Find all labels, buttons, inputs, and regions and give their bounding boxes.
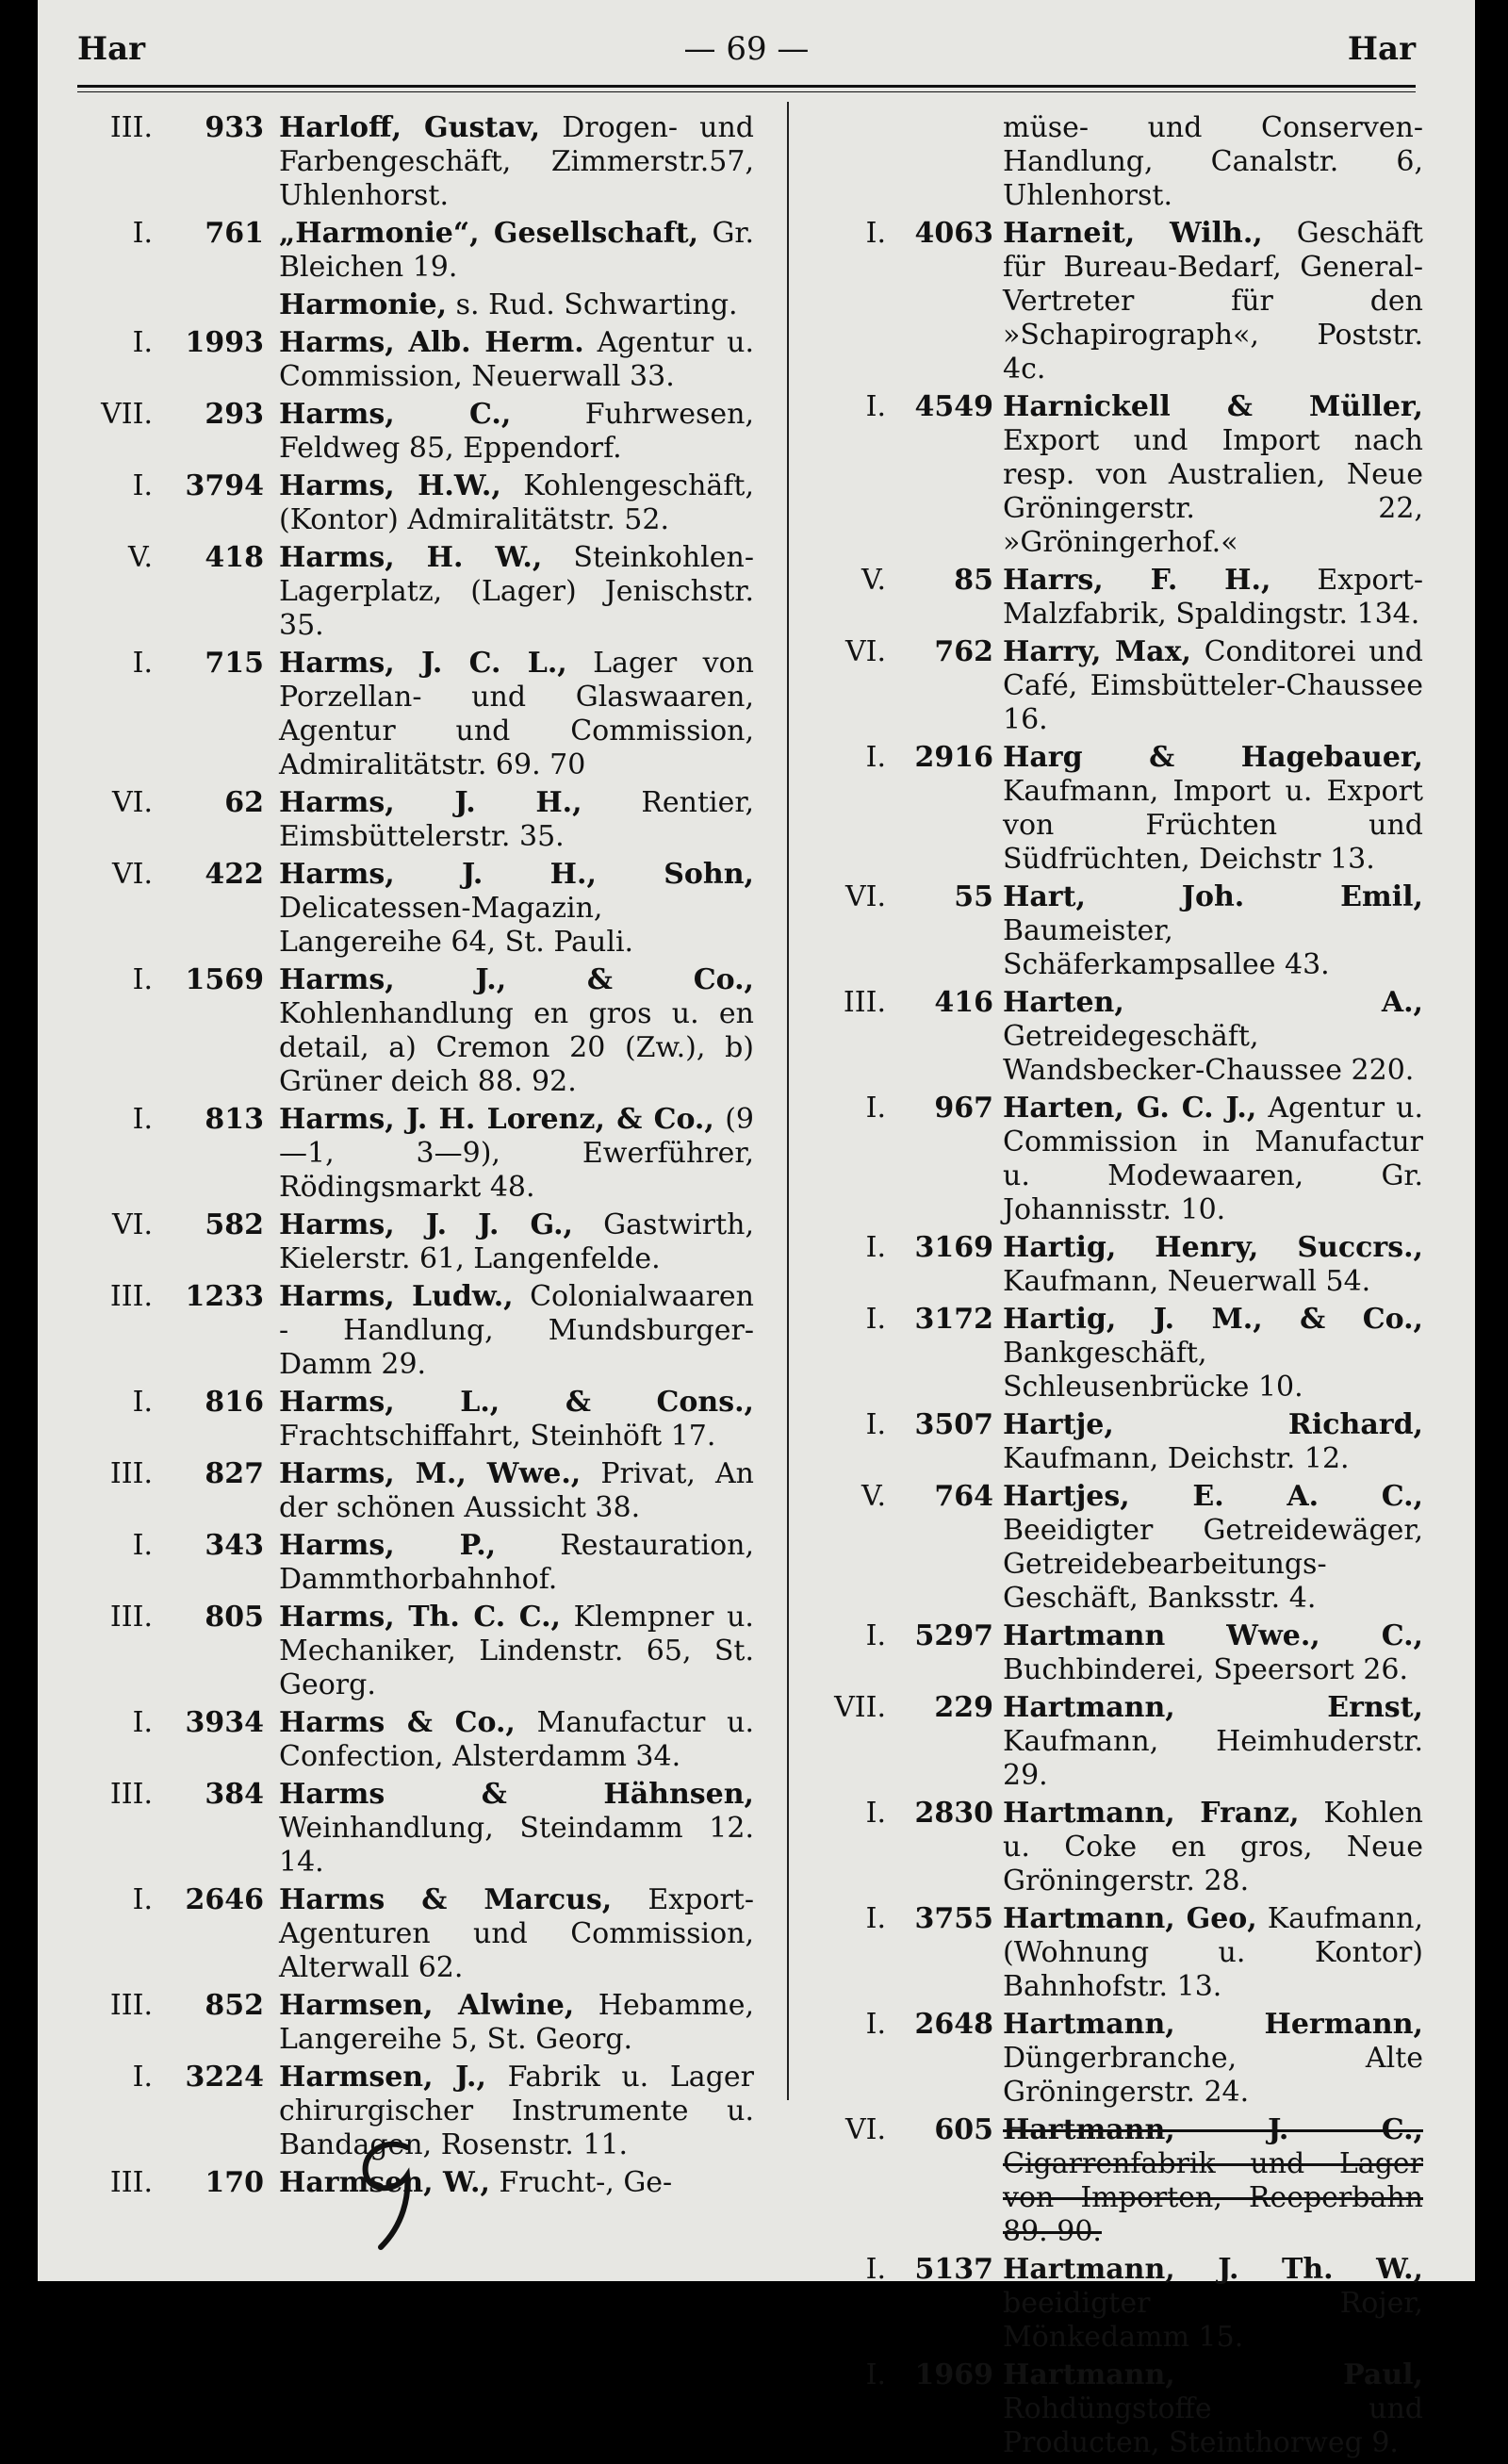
entry-text (279, 1601, 754, 1702)
entry-name: Hartmann Wwe., C., (1003, 1619, 1423, 1652)
entry-text (279, 326, 754, 394)
telephone-number: 2830 (914, 1797, 993, 1830)
entry-text (279, 541, 754, 643)
telephone-number: 605 (934, 2113, 993, 2146)
telephone-number: 3934 (185, 1706, 264, 1739)
telephone-number: 805 (205, 1601, 264, 1634)
telephone-number: 170 (205, 2166, 264, 2199)
entry-description: Fabrik u. Lager chirurgischer Instrumente u. Bandagen, Rosenstr. 11. (279, 2061, 754, 2161)
directory-entry (801, 1797, 1423, 1898)
directory-entry (74, 858, 754, 960)
directory-entry (74, 1601, 754, 1702)
entry-text (1003, 1408, 1423, 1476)
directory-entry (801, 1092, 1423, 1227)
entry-name: Harms & Marcus, (279, 1883, 613, 1916)
entry-name: Harneit, Wilh., (1003, 217, 1263, 250)
directory-entry (74, 1386, 754, 1454)
district-number: I. (865, 2253, 886, 2286)
district-number: I. (132, 1706, 153, 1739)
header-rule-thick (77, 85, 1416, 88)
directory-entry (801, 2008, 1423, 2110)
entry-description: Drogen- und Farbengeschäft, Zimmerstr.57, Uhlenhorst. (279, 111, 754, 212)
entry-description: Cigarrenfabrik und Lager von Importen, Reeperbahn 89. 90. (1003, 2147, 1423, 2248)
telephone-number: 418 (205, 541, 264, 574)
district-number: I. (132, 1386, 153, 1419)
entry-description: Kaufmann, Neuerwall 54. (1003, 1265, 1371, 1298)
entry-name: Hartig, Henry, Succrs., (1003, 1231, 1423, 1264)
entry-text (1003, 1797, 1423, 1898)
entry-name: Harms, P., (279, 1529, 497, 1562)
district-number: I. (132, 2061, 153, 2094)
entry-text (279, 1103, 754, 1205)
entry-name: Harms, J. H., (279, 786, 582, 819)
entry-name: Harms, J. C. L., (279, 647, 567, 680)
district-number: V. (128, 541, 153, 574)
district-number: V. (861, 1480, 886, 1513)
directory-entry (801, 1902, 1423, 2004)
directory-entry (74, 1280, 754, 1382)
entry-name: Harms, J. H. Lorenz, & Co., (279, 1103, 714, 1136)
directory-entry (801, 986, 1423, 1088)
telephone-number: 852 (205, 1989, 264, 2022)
telephone-number: 5137 (914, 2253, 993, 2286)
entry-description: Rentier, Eimsbüttelerstr. 35. (279, 786, 754, 853)
entry-name: Hartje, Richard, (1003, 1408, 1423, 1441)
entry-description: Restauration, Dammthorbahnhof. (279, 1529, 754, 1596)
telephone-number: 1569 (185, 963, 264, 996)
telephone-number: 2916 (914, 741, 993, 774)
entry-text (279, 1457, 754, 1525)
entry-text (279, 647, 754, 782)
entry-name: Hartig, J. M., & Co., (1003, 1303, 1423, 1336)
entry-description: Export-Agenturen und Commission, Alterwall 62. (279, 1883, 754, 1984)
right-column (801, 111, 1423, 2464)
directory-entry (801, 1231, 1423, 1299)
entry-text (1003, 880, 1423, 982)
entry-text (279, 1280, 754, 1382)
entry-name: Harms, H. W., (279, 541, 543, 574)
telephone-number: 827 (205, 1457, 264, 1490)
telephone-number: 62 (224, 786, 264, 819)
entry-description: Export und Import nach resp. von Australien, Neue Gröningerstr. 22, »Gröningerhof.« (1003, 424, 1423, 559)
directory-entry (801, 217, 1423, 386)
telephone-number: 4549 (914, 390, 993, 423)
entry-name: Hartmann, Franz, (1003, 1797, 1300, 1830)
district-number: VI. (111, 1208, 153, 1241)
district-number: VI. (111, 786, 153, 819)
telephone-number: 3507 (914, 1408, 993, 1441)
telephone-number: 2646 (185, 1883, 264, 1916)
page-header (77, 30, 1416, 75)
telephone-number: 3172 (914, 1303, 993, 1336)
district-number: I. (865, 741, 886, 774)
entry-name: Hartmann, Ernst, (1003, 1691, 1423, 1724)
entry-text (279, 858, 754, 960)
entry-text (1003, 1092, 1423, 1227)
entry-name: Harmsen, Alwine, (279, 1989, 575, 2022)
entry-name: Harnickell & Müller, (1003, 390, 1423, 423)
telephone-number: 813 (205, 1103, 264, 1136)
entry-name: Harms & Co., (279, 1706, 516, 1739)
district-number: VI. (844, 2113, 886, 2146)
directory-entry (74, 1103, 754, 1205)
directory-entry (74, 1706, 754, 1774)
entry-description: s. Rud. Schwarting. (455, 288, 738, 321)
entry-text (1003, 1480, 1423, 1616)
district-number: III. (109, 1601, 153, 1634)
page-number: — 69 — (683, 30, 810, 68)
entry-text (1003, 1231, 1423, 1299)
entry-description: beeidigter Rojer, Mönkedamm 15. (1003, 2287, 1423, 2354)
entry-description: Düngerbranche, Alte Gröningerstr. 24. (1003, 2042, 1423, 2109)
telephone-number: 85 (954, 564, 993, 597)
entry-text: müse- und Conserven-Handlung, Canalstr. 6, Uhlenhorst. (1003, 111, 1423, 212)
entry-description: Gr. Bleichen 19. (279, 217, 754, 284)
entry-text (1003, 1691, 1423, 1793)
entry-name: Harms, Ludw., (279, 1280, 514, 1313)
entry-text (279, 1208, 754, 1276)
telephone-number: 715 (205, 647, 264, 680)
entry-name: Harms, C., (279, 398, 512, 431)
district-number: I. (865, 390, 886, 423)
entry-description: Kohlengeschäft, (Kontor) Admiralitätstr. 52. (279, 469, 754, 536)
district-number: I. (132, 963, 153, 996)
entry-description: Hebamme, Langereihe 5, St. Georg. (279, 1989, 754, 2056)
entry-name: Hartmann, Paul, (1003, 2358, 1423, 2391)
entry-name: Harms, M., Wwe., (279, 1457, 582, 1490)
directory-entry (801, 1480, 1423, 1616)
entry-name: Harten, A., (1003, 986, 1423, 1019)
column-divider (787, 102, 789, 2100)
district-number: I. (865, 1092, 886, 1125)
entry-description: Lager von Porzellan- und Glaswaaren, Agentur und Commission, Admiralitätstr. 69. 70 (279, 647, 754, 781)
entry-text (279, 288, 754, 322)
telephone-number: 3755 (914, 1902, 993, 1935)
entry-name: Harms, J., & Co., (279, 963, 754, 996)
entry-name: Harg & Hagebauer, (1003, 741, 1423, 774)
entry-name: Hartmann, J. Th. W., (1003, 2253, 1423, 2286)
entry-description: Kohlenhandlung en gros u. en detail, a) Cremon 20 (Zw.), b) Grüner deich 88. 92. (279, 997, 754, 1098)
directory-entry (801, 2253, 1423, 2355)
entry-name: Harrs, F. H., (1003, 564, 1271, 597)
header-rule-thin (77, 91, 1416, 92)
entry-text (279, 469, 754, 537)
entry-description: Kaufmann, Heimhuderstr. 29. (1003, 1725, 1423, 1792)
entry-description: Bankgeschäft, Schleusenbrücke 10. (1003, 1337, 1303, 1404)
entry-description: Manufactur u. Confection, Alsterdamm 34. (279, 1706, 754, 1773)
directory-entry (74, 326, 754, 394)
entry-description: Weinhandlung, Steindamm 12. 14. (279, 1812, 754, 1879)
telephone-number: 5297 (914, 1619, 993, 1652)
entry-description: Delicatessen-Magazin, Langereihe 64, St. Pauli. (279, 892, 634, 959)
telephone-number: 1993 (185, 326, 264, 359)
district-number: I. (132, 217, 153, 250)
entry-text (1003, 390, 1423, 560)
entry-name: Harms, Th. C. C., (279, 1601, 561, 1634)
telephone-number: 582 (205, 1208, 264, 1241)
entry-description: Agentur u. Commission in Manufactur u. Modewaaren, Gr. Johannisstr. 10. (1003, 1092, 1423, 1226)
directory-entry (74, 786, 754, 854)
district-number: I. (132, 1529, 153, 1562)
district-number: VI. (844, 880, 886, 913)
entry-text (279, 1529, 754, 1597)
directory-entry (74, 1457, 754, 1525)
directory-entry (74, 1883, 754, 1985)
entry-text (279, 398, 754, 466)
district-number: III. (109, 1778, 153, 1811)
entry-description: Export-Malzfabrik, Spaldingstr. 134. (1003, 564, 1423, 631)
entry-description: Steinkohlen-Lagerplatz, (Lager) Jenischstr. 35. (279, 541, 754, 642)
district-number: I. (132, 326, 153, 359)
telephone-number: 343 (205, 1529, 264, 1562)
entry-text (279, 1778, 754, 1880)
entry-description: Fuhrwesen, Feldweg 85, Eppendorf. (279, 398, 754, 465)
district-number: I. (865, 1303, 886, 1336)
telephone-number: 1233 (185, 1280, 264, 1313)
telephone-number: 761 (205, 217, 264, 250)
entry-name: Hartjes, E. A. C., (1003, 1480, 1423, 1513)
entry-description: Conditorei und Café, Eimsbütteler-Chaussee 16. (1003, 635, 1423, 736)
directory-entry (74, 469, 754, 537)
district-number: VII. (834, 1691, 886, 1724)
telephone-number: 229 (934, 1691, 993, 1724)
directory-entry (801, 880, 1423, 982)
entry-description: Buchbinderei, Speersort 26. (1003, 1653, 1409, 1686)
entry-text (279, 217, 754, 285)
entry-name: Harloff, Gustav, (279, 111, 541, 144)
telephone-number: 816 (205, 1386, 264, 1419)
directory-entry (801, 1619, 1423, 1687)
entry-text (279, 1386, 754, 1454)
telephone-number: 762 (934, 635, 993, 668)
district-number: I. (132, 647, 153, 680)
entry-description: Kaufmann, Deichstr. 12. (1003, 1442, 1350, 1475)
entry-name: Harry, Max, (1003, 635, 1191, 668)
district-number: I. (865, 1408, 886, 1441)
entry-name: Hart, Joh. Emil, (1003, 880, 1423, 913)
directory-entry (74, 541, 754, 643)
directory-entry (801, 2113, 1423, 2249)
entry-text (1003, 2253, 1423, 2355)
entry-text (1003, 635, 1423, 737)
entry-description: Privat, An der schönen Aussicht 38. (279, 1457, 754, 1524)
telephone-number: 3224 (185, 2061, 264, 2094)
entry-name: Harmsen, W., (279, 2166, 490, 2199)
directory-entry (801, 635, 1423, 737)
telephone-number: 293 (205, 398, 264, 431)
entry-description: Frachtschiffahrt, Steinhöft 17. (279, 1420, 716, 1453)
district-number: III. (843, 986, 886, 1019)
entry-description: Frucht-, Ge- (499, 2166, 673, 2199)
district-number: III. (109, 1989, 153, 2022)
entry-description: Rohdüngstoffe und Producten, Steinthorweg 9. (1003, 2392, 1423, 2459)
directory-entry (801, 2358, 1423, 2460)
directory-entry (74, 398, 754, 466)
entry-text (1003, 741, 1423, 877)
entry-text (279, 963, 754, 1099)
entry-description: Geschäft für Bureau-Bedarf, General-Vertreter für den »Schapirograph«, Poststr. 4c. (1003, 217, 1423, 386)
entry-text (279, 111, 754, 213)
district-number: I. (865, 1231, 886, 1264)
entry-description: Agentur u. Commission, Neuerwall 33. (279, 326, 754, 393)
header-left-keyword: Har (77, 30, 146, 68)
directory-entry (74, 963, 754, 1099)
telephone-number: 764 (934, 1480, 993, 1513)
telephone-number: 4063 (914, 217, 993, 250)
entry-name: Harms, H.W., (279, 469, 501, 502)
continuation-entry (801, 111, 1423, 213)
directory-entry (74, 217, 754, 285)
district-number: I. (865, 217, 886, 250)
directory-entry (801, 1691, 1423, 1793)
district-number: III. (109, 1280, 153, 1313)
district-number: III. (109, 1457, 153, 1490)
entry-text (1003, 1303, 1423, 1404)
entry-name: „Harmonie“, Gesellschaft, (279, 217, 699, 250)
directory-entry (801, 564, 1423, 632)
district-number: I. (865, 1619, 886, 1652)
district-number: V. (861, 564, 886, 597)
entry-description: Getreidegeschäft, Wandsbecker-Chaussee 220. (1003, 1020, 1415, 1087)
telephone-number: 384 (205, 1778, 264, 1811)
entry-text (1003, 2358, 1423, 2460)
entry-description: Kaufmann, (Wohnung u. Kontor) Bahnhofstr. 13. (1003, 1902, 1423, 2003)
entry-description: Beeidigter Getreidewäger, Getreidebearbeitungs-Geschäft, Banksstr. 4. (1003, 1514, 1423, 1615)
entry-description: Baumeister, Schäferkampsallee 43. (1003, 914, 1330, 981)
directory-entry (74, 1208, 754, 1276)
telephone-number: 3794 (185, 469, 264, 502)
entry-description: Gastwirth, Kielerstr. 61, Langenfelde. (279, 1208, 754, 1275)
directory-entry (801, 1303, 1423, 1404)
entry-description: Kohlen u. Coke en gros, Neue Gröningerstr. 28. (1003, 1797, 1423, 1897)
entry-name: Harten, G. C. J., (1003, 1092, 1257, 1125)
directory-entry (74, 111, 754, 213)
district-number: I. (865, 2358, 886, 2391)
telephone-number: 2648 (914, 2008, 993, 2041)
directory-entry (74, 647, 754, 782)
entry-text (279, 1706, 754, 1774)
entry-text (1003, 1902, 1423, 2004)
telephone-number: 416 (934, 986, 993, 1019)
entry-name: Hartmann, Geo, (1003, 1902, 1257, 1935)
entry-description: Klempner u. Mechaniker, Lindenstr. 65, St. Georg. (279, 1601, 754, 1701)
entry-text (279, 1989, 754, 2057)
district-number: I. (865, 2008, 886, 2041)
entry-name: Harms, J. J. G., (279, 1208, 573, 1241)
directory-entry (801, 741, 1423, 877)
district-number: VII. (101, 398, 153, 431)
entry-name: Hartmann, Hermann, (1003, 2008, 1423, 2041)
entry-text (1003, 986, 1423, 1088)
district-number: III. (109, 111, 153, 144)
directory-entry (74, 1989, 754, 2057)
directory-entry (74, 1778, 754, 1880)
directory-entry (74, 288, 754, 322)
entry-text (1003, 2008, 1423, 2110)
district-number: I. (132, 1103, 153, 1136)
district-number: VI. (844, 635, 886, 668)
entry-text (1003, 1619, 1423, 1687)
entry-text (1003, 217, 1423, 386)
entry-name: Harms & Hähnsen, (279, 1778, 754, 1811)
telephone-number: 422 (205, 858, 264, 891)
entry-name: Harmonie, (279, 288, 448, 321)
entry-description: Kaufmann, Import u. Export von Früchten und Südfrüchten, Deichstr 13. (1003, 775, 1423, 876)
directory-entry (74, 1529, 754, 1597)
district-number: I. (132, 1883, 153, 1916)
directory-entry (801, 1408, 1423, 1476)
telephone-number: 1969 (914, 2358, 993, 2391)
left-column (74, 111, 754, 2204)
telephone-number: 967 (934, 1092, 993, 1125)
directory-page (38, 0, 1475, 2459)
entry-name: Harmsen, J., (279, 2061, 486, 2094)
entry-name: Harms, L., & Cons., (279, 1386, 754, 1419)
handwritten-folio-number (349, 2130, 434, 2253)
entry-name: Harms, Alb. Herm. (279, 326, 584, 359)
telephone-number: 933 (205, 111, 264, 144)
entry-text (1003, 2113, 1423, 2249)
entry-description: Colonialwaaren - Handlung, Mundsburger-Damm 29. (279, 1280, 754, 1381)
district-number: VI. (111, 858, 153, 891)
entry-text (1003, 564, 1423, 632)
telephone-number: 55 (954, 880, 993, 913)
entry-description: (9—1, 3—9), Ewerführer, Rödingsmarkt 48. (279, 1103, 755, 1204)
district-number: I. (865, 1797, 886, 1830)
entry-name: Hartmann, J. C., (1003, 2113, 1423, 2146)
district-number: I. (132, 469, 153, 502)
telephone-number: 3169 (914, 1231, 993, 1264)
directory-entry (801, 390, 1423, 560)
header-right-keyword: Har (1347, 30, 1416, 68)
entry-text (279, 786, 754, 854)
entry-name: Harms, J. H., Sohn, (279, 858, 754, 891)
district-number: I. (865, 1902, 886, 1935)
district-number: III. (109, 2166, 153, 2199)
entry-text (279, 1883, 754, 1985)
